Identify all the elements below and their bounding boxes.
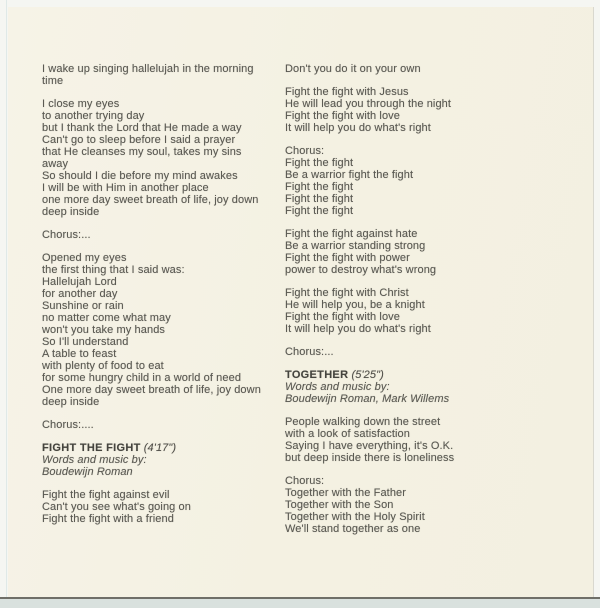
lyrics-column-right — [285, 63, 535, 546]
lyric-block — [42, 63, 292, 87]
lyric-line: to another trying day — [42, 110, 145, 122]
lyric-line: with a look of satisfaction — [285, 428, 410, 440]
lyric-line: Together with the Son — [285, 499, 394, 511]
lyric-line: Fight the fight with a friend — [42, 513, 174, 525]
song-title-line — [42, 442, 292, 454]
lyric-line: Fight the fight — [285, 157, 354, 169]
lyric-block — [42, 489, 292, 525]
song-title-line — [285, 369, 535, 381]
lyric-line: but I thank the Lord that He made a way — [42, 122, 242, 134]
lyric-line: Fight the fight — [285, 205, 354, 217]
lyric-line: Fight the fight — [285, 193, 354, 205]
lyric-line: Chorus: — [285, 475, 325, 487]
lyric-line: Fight the fight with Jesus — [285, 86, 409, 98]
lyric-line: for some hungry child in a world of need — [42, 372, 242, 384]
lyric-line: Chorus:.... — [42, 419, 94, 431]
booklet-page — [8, 7, 594, 597]
lyric-line: Fight the fight — [285, 181, 354, 193]
lyric-line: away — [42, 158, 69, 170]
lyric-line: It will help you do what's right — [285, 122, 431, 134]
lyric-line: Fight the fight against evil — [42, 489, 170, 501]
lyric-line: It will help you do what's right — [285, 323, 431, 335]
song-credit-line: Words and music by: — [42, 454, 147, 466]
page-bottom-edge-stripe — [0, 599, 600, 608]
song-header — [285, 369, 535, 405]
lyric-line: So should I die before my mind awakes — [42, 170, 238, 182]
lyrics-column-left — [42, 63, 292, 536]
lyric-line: Hallelujah Lord — [42, 276, 117, 288]
lyric-block — [285, 416, 535, 464]
lyric-block — [42, 98, 292, 218]
lyric-line: Be a warrior standing strong — [285, 240, 426, 252]
lyric-line: Chorus: — [285, 145, 325, 157]
lyric-block — [285, 475, 535, 535]
lyric-line: Can't you see what's going on — [42, 501, 191, 513]
lyric-line: So I'll understand — [42, 336, 129, 348]
song-credit-line: Words and music by: — [285, 381, 390, 393]
lyric-block — [285, 228, 535, 276]
lyric-line: I close my eyes — [42, 98, 120, 110]
lyric-line: He will help you, be a knight — [285, 299, 425, 311]
scan-edge-left-line — [6, 0, 7, 608]
lyric-line: that He cleanses my soul, takes my sins — [42, 146, 242, 158]
lyric-line: but deep inside there is loneliness — [285, 452, 455, 464]
song-title: TOGETHER — [285, 369, 349, 381]
lyric-line: with plenty of food to eat — [42, 360, 164, 372]
lyric-line: Can't go to sleep before I said a prayer — [42, 134, 236, 146]
lyric-line: Fight the fight with love — [285, 311, 401, 323]
lyric-line: deep inside — [42, 206, 100, 218]
lyric-line: one more day sweet breath of life, joy down — [42, 194, 259, 206]
lyric-line: power to destroy what's wrong — [285, 264, 437, 276]
lyric-line: I wake up singing hallelujah in the morning — [42, 63, 254, 75]
lyric-line: Sunshine or rain — [42, 300, 124, 312]
lyric-line: Be a warrior fight the fight — [285, 169, 414, 181]
song-credit-line: Boudewijn Roman, Mark Willems — [285, 393, 450, 405]
lyric-line: Chorus:... — [42, 229, 91, 241]
lyric-line: Fight the fight with power — [285, 252, 410, 264]
lyric-line: One more day sweet breath of life, joy down — [42, 384, 261, 396]
lyric-block — [42, 252, 292, 408]
lyric-line: Fight the fight with Christ — [285, 287, 409, 299]
lyric-line: A table to feast — [42, 348, 117, 360]
song-title: FIGHT THE FIGHT — [42, 442, 141, 454]
lyric-line: no matter come what may — [42, 312, 171, 324]
lyric-block — [42, 229, 292, 241]
lyric-line: deep inside — [42, 396, 100, 408]
lyric-line: Saying I have everything, it's O.K. — [285, 440, 454, 452]
lyric-block — [285, 86, 535, 134]
lyric-line: I will be with Him in another place — [42, 182, 209, 194]
lyric-line: Opened my eyes — [42, 252, 127, 264]
lyric-line: Fight the fight with love — [285, 110, 401, 122]
lyric-block — [42, 419, 292, 431]
lyric-line: He will lead you through the night — [285, 98, 452, 110]
lyric-block — [285, 346, 535, 358]
song-duration: (4'17") — [140, 442, 177, 454]
lyric-line: Together with the Holy Spirit — [285, 511, 425, 523]
lyric-line: Together with the Father — [285, 487, 407, 499]
lyric-line: for another day — [42, 288, 118, 300]
lyric-block — [285, 63, 535, 75]
lyric-line: won't you take my hands — [42, 324, 166, 336]
lyric-line: Chorus:... — [285, 346, 334, 358]
lyric-line: Don't you do it on your own — [285, 63, 421, 75]
lyric-block — [285, 287, 535, 335]
lyric-line: We'll stand together as one — [285, 523, 421, 535]
song-duration: (5'25") — [348, 369, 384, 381]
lyric-line: Fight the fight against hate — [285, 228, 418, 240]
lyric-line: the first thing that I said was: — [42, 264, 185, 276]
lyric-line: People walking down the street — [285, 416, 441, 428]
lyric-block — [285, 145, 535, 217]
lyric-line: time — [42, 75, 64, 87]
song-credit-line: Boudewijn Roman — [42, 466, 133, 478]
song-header — [42, 442, 292, 478]
